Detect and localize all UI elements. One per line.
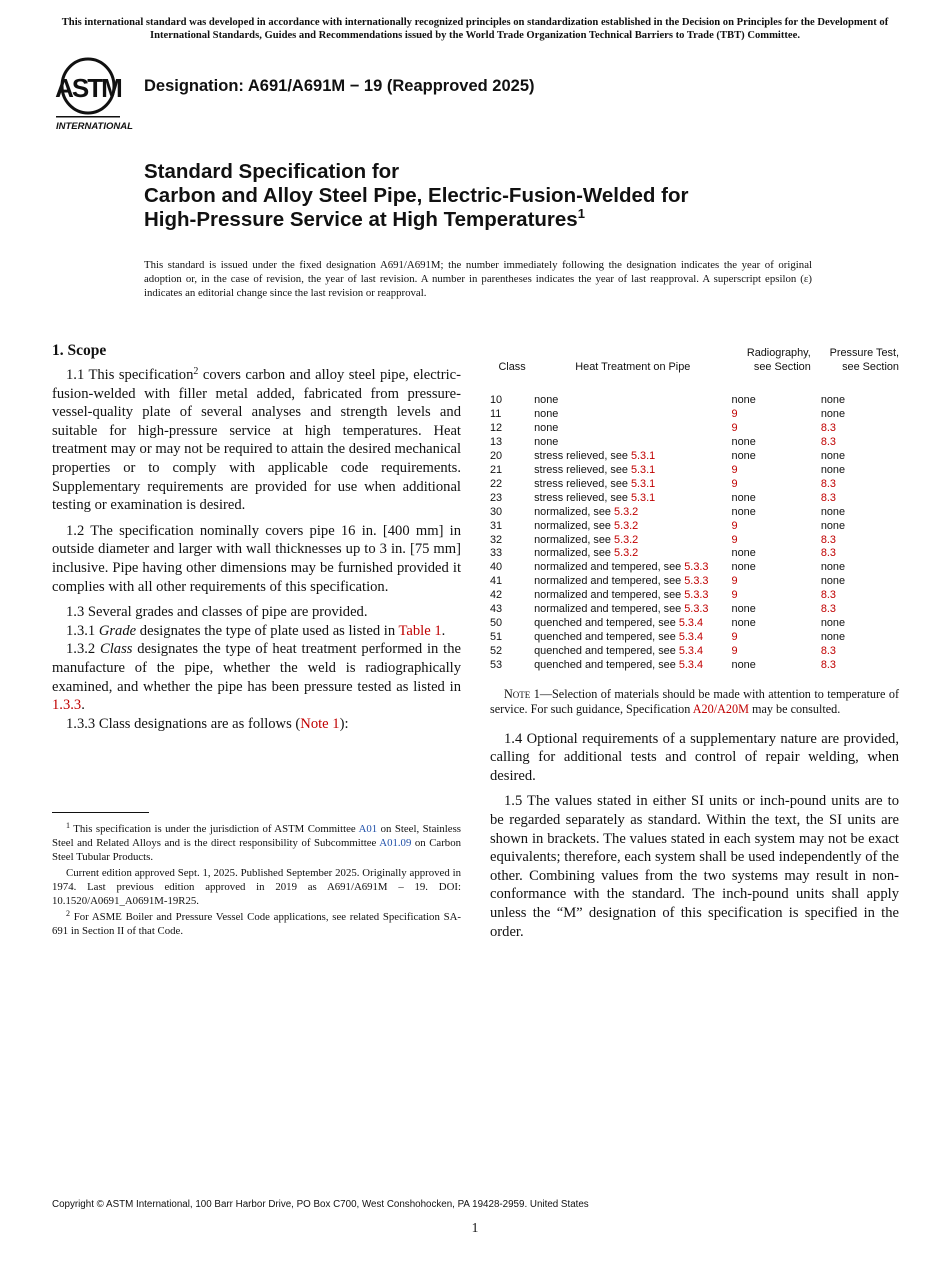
header-class: Class xyxy=(498,361,526,373)
radiography-cell: none xyxy=(731,561,756,574)
footnote-1: $^1$ This specification is under the jurisdiction of ASTM Committee A01 on Steel, Stainless Steel and Related Alloys and is the direct responsibility of Subcommittee A01.09 on Carbon Steel Tubular Products. xyxy=(52,821,462,863)
table-row xyxy=(490,575,899,589)
pressure-test-cell[interactable]: 8.3 xyxy=(820,533,836,546)
heat-treatment-cell: normalized, see 5.3.2 xyxy=(534,505,639,518)
top-notice: This international standard was developed in accordance with internationally recognized principles on standardization established in the Decision on Principles for the Development of International Standards, Guides and Recommendations issued by the World Trade Organization Technical Barriers to Trade (TBT) Committee. xyxy=(61,17,889,41)
section-link[interactable]: 5.3.1 xyxy=(630,491,656,504)
heat-treatment-cell: none xyxy=(534,435,559,448)
paragraph-1-3-3: 1.3.3 Class designations are as follows (Note 1): xyxy=(66,715,349,732)
header-radiography: Radiography, see Section xyxy=(746,347,811,373)
radiography-cell[interactable]: 9 xyxy=(731,631,738,644)
paragraph-1-1: 1.1 This specification$^2$ covers carbon and alloy steel pipe, electric-fusion-welded with filler metal added, fabricated from pressure-vessel-quality plate of several analyses and strength levels and suitable for high-pressure service at high temperatures. Heat treatment may or may not be required to attain the desired mechanical properties or to comply with applicable code requirements. Supplementary requirements are provided for use when additional testing or examination is desired. xyxy=(52,366,461,514)
table-row xyxy=(490,520,899,534)
link-section-1-3-3[interactable]: 1.3.3 xyxy=(52,697,82,714)
table-row xyxy=(490,645,899,659)
heat-treatment-cell: none xyxy=(534,407,559,420)
footnote-mark-2: 2 xyxy=(193,366,199,377)
header-pressure-test: Pressure Test, see Section xyxy=(829,347,899,373)
table-row xyxy=(490,603,899,617)
astm-logo xyxy=(52,56,136,132)
pressure-test-cell: none xyxy=(820,463,846,476)
table-row xyxy=(490,408,899,422)
footnotes xyxy=(52,822,461,940)
heat-treatment-cell: quenched and tempered, see 5.3.4 xyxy=(534,659,704,672)
heat-treatment-cell: stress relieved, see 5.3.1 xyxy=(534,463,656,476)
radiography-cell[interactable]: 9 xyxy=(731,407,738,420)
class-number-cell: 33 xyxy=(490,547,503,560)
pressure-test-cell: none xyxy=(820,519,846,532)
section-link[interactable]: 5.3.4 xyxy=(678,659,704,672)
section-link[interactable]: 5.3.1 xyxy=(630,477,656,490)
heat-treatment-cell: none xyxy=(534,421,559,434)
class-number-cell: 12 xyxy=(490,421,503,434)
table-row xyxy=(490,617,899,631)
radiography-cell: none xyxy=(731,491,756,504)
left-column xyxy=(52,342,461,733)
radiography-cell[interactable]: 9 xyxy=(731,463,738,476)
class-number-cell: 21 xyxy=(490,463,503,476)
radiography-cell[interactable]: 9 xyxy=(731,589,738,602)
paragraph-1-3-1: 1.3.1 Grade designates the type of plate used as listed in Table 1. xyxy=(66,622,446,639)
footnote-1-edition: Current edition approved Sept. 1, 2025. Published September 2025. Originally approved in 1974. Last previous edition approved in 2019 as A691/A691M – 19. DOI: 10.1520/A0691_A0691M-19R25. xyxy=(52,867,461,907)
heat-treatment-cell: normalized and tempered, see 5.3.3 xyxy=(534,561,709,574)
class-number-cell: 40 xyxy=(490,561,503,574)
table-row xyxy=(490,631,899,645)
pressure-test-cell: none xyxy=(820,631,846,644)
section-link[interactable]: 5.3.3 xyxy=(684,575,709,588)
paragraph-1-4: 1.4 Optional requirements of a supplementary nature are provided, calling for additional tests and control of repair welding, when desired. xyxy=(490,730,899,784)
pressure-test-cell[interactable]: 8.3 xyxy=(820,589,836,602)
radiography-cell: none xyxy=(731,603,756,616)
header-heat-treatment: Heat Treatment on Pipe xyxy=(575,361,691,373)
heat-treatment-cell: normalized, see 5.3.2 xyxy=(534,547,639,560)
table-header-row xyxy=(490,346,899,394)
table-row xyxy=(490,464,899,478)
pressure-test-cell[interactable]: 8.3 xyxy=(820,477,836,490)
heat-treatment-cell: stress relieved, see 5.3.1 xyxy=(534,449,656,462)
table-row xyxy=(490,450,899,464)
section-link[interactable]: 5.3.2 xyxy=(614,533,639,546)
section-link[interactable]: 5.3.4 xyxy=(678,645,704,658)
section-link[interactable]: 5.3.3 xyxy=(684,603,709,616)
table-row xyxy=(490,492,899,506)
class-number-cell: 43 xyxy=(490,603,503,616)
class-number-cell: 11 xyxy=(490,407,502,420)
table-row xyxy=(490,589,899,603)
copyright: Copyright © ASTM International, 100 Barr Harbor Drive, PO Box C700, West Conshohocken, PA 19428-2959. United States xyxy=(52,1199,589,1210)
heat-treatment-cell: normalized, see 5.3.2 xyxy=(534,533,639,546)
class-number-cell: 30 xyxy=(490,505,503,518)
intro-paragraph: This standard is issued under the fixed designation A691/A691M; the number immediately following the designation indicates the year of original adoption or, in the case of revision, the year of last revision. A number in parentheses indicates the year of last reapproval. A superscript epsilon (ε) indicates an editorial change since the last revision or reapproval. xyxy=(144,259,812,300)
title-footnote-mark: 1 xyxy=(577,206,585,221)
radiography-cell: none xyxy=(731,449,756,462)
section-link[interactable]: 5.3.3 xyxy=(684,561,709,574)
table-row xyxy=(490,547,899,561)
designation: Designation: A691/A691M − 19 (Reapproved 2025) xyxy=(144,77,535,95)
table-row xyxy=(490,478,899,492)
section-link[interactable]: 5.3.4 xyxy=(678,617,704,630)
radiography-cell: none xyxy=(731,547,756,560)
table-row xyxy=(490,422,899,436)
radiography-cell[interactable]: 9 xyxy=(731,421,738,434)
pressure-test-cell: none xyxy=(820,561,846,574)
link-committee-a01[interactable]: A01 xyxy=(358,823,378,835)
right-column xyxy=(490,346,899,948)
footnote-divider xyxy=(52,812,149,813)
class-designation-table xyxy=(490,346,899,673)
note-1: Note 1—Selection of materials should be made with attention to temperature of service. For such guidance, Specification A20/A20M may be consulted. xyxy=(490,687,900,717)
pressure-test-cell: none xyxy=(820,505,846,518)
pressure-test-cell[interactable]: 8.3 xyxy=(820,435,836,448)
table-row xyxy=(490,659,899,673)
pressure-test-cell[interactable]: 8.3 xyxy=(820,421,836,434)
radiography-cell: none xyxy=(731,394,756,406)
radiography-cell: none xyxy=(731,435,756,448)
heat-treatment-cell: normalized and tempered, see 5.3.3 xyxy=(534,589,709,602)
radiography-cell[interactable]: 9 xyxy=(731,477,738,490)
note-label: Note 1 xyxy=(504,687,540,702)
radiography-cell[interactable]: 9 xyxy=(731,575,738,588)
section-link[interactable]: 5.3.2 xyxy=(614,505,639,518)
section-heading-scope: 1. Scope xyxy=(52,342,107,359)
class-number-cell: 20 xyxy=(490,449,503,462)
link-subcommittee-a01-09[interactable]: A01.09 xyxy=(379,837,412,849)
title-line-2: Carbon and Alloy Steel Pipe, Electric-Fusion-Welded for xyxy=(144,184,689,207)
pressure-test-cell: none xyxy=(820,407,846,420)
table-row xyxy=(490,506,899,520)
section-link[interactable]: 5.3.2 xyxy=(614,547,639,560)
radiography-cell: none xyxy=(731,617,756,630)
page-number: 1 xyxy=(471,1220,479,1235)
heat-treatment-cell: normalized and tempered, see 5.3.3 xyxy=(534,603,709,616)
link-note-1[interactable]: Note 1 xyxy=(300,715,340,732)
section-link[interactable]: 5.3.1 xyxy=(630,449,656,462)
title-line-1: Standard Specification for xyxy=(144,160,400,183)
title-line-3: High-Pressure Service at High Temperatures$^1$ xyxy=(144,206,585,231)
pressure-test-cell[interactable]: 8.3 xyxy=(820,491,836,504)
class-number-cell: 13 xyxy=(490,435,503,448)
heat-treatment-cell: stress relieved, see 5.3.1 xyxy=(534,491,656,504)
table-row xyxy=(490,394,899,408)
radiography-cell[interactable]: 9 xyxy=(731,533,738,546)
heat-treatment-cell: normalized, see 5.3.2 xyxy=(534,519,639,532)
radiography-cell[interactable]: 9 xyxy=(731,519,738,532)
section-link[interactable]: 5.3.3 xyxy=(684,589,709,602)
heat-treatment-cell: quenched and tempered, see 5.3.4 xyxy=(534,631,704,644)
paragraph-1-5: 1.5 The values stated in either SI units or inch-pound units are to be regarded separately as standard. Within the text, the SI units are shown in brackets. The values stated in each system may not be exact equivalents; therefore, each system shall be used independently of the other. Combining values from the two systems may result in non-conformance with the standard. The inch-pound units shall apply unless the “M” designation of this specification is specified in the order. xyxy=(490,793,899,940)
document-title xyxy=(144,160,688,232)
radiography-cell[interactable]: 9 xyxy=(731,645,738,658)
svg-text:INTERNATIONAL: INTERNATIONAL xyxy=(56,121,133,132)
pressure-test-cell[interactable]: 8.3 xyxy=(820,659,836,672)
radiography-cell: none xyxy=(731,505,756,518)
link-table-1[interactable]: Table 1 xyxy=(398,622,442,639)
class-number-cell: 23 xyxy=(490,491,503,504)
pressure-test-cell: none xyxy=(820,394,846,406)
heat-treatment-cell: normalized and tempered, see 5.3.3 xyxy=(534,575,709,588)
paragraph-1-3-2: 1.3.2 Class designates the type of heat treatment performed in the manufacture of the pipe, whether the weld is radiographically examined, and whether the pipe has been pressure tested as listed in 1.3.3. xyxy=(52,641,461,714)
class-number-cell: 53 xyxy=(490,659,503,672)
section-link[interactable]: 5.3.4 xyxy=(678,631,704,644)
svg-text:ASTM: ASTM xyxy=(55,73,121,103)
footnote-2: $^2$ For ASME Boiler and Pressure Vessel Code applications, see related Specification SA-691 in Section II of that Code. xyxy=(52,909,461,937)
radiography-cell: none xyxy=(731,659,756,672)
paragraph-1-2: 1.2 The specification nominally covers pipe 16 in. [400 mm] in outside diameter and larger with wall thicknesses up to 3 in. [75 mm] inclusive. Pipe having other dimensions may be furnished provided it complies with all other requirements of this specification. xyxy=(52,522,461,595)
heat-treatment-cell: stress relieved, see 5.3.1 xyxy=(534,477,656,490)
pressure-test-cell[interactable]: 8.3 xyxy=(820,603,836,616)
heat-treatment-cell: quenched and tempered, see 5.3.4 xyxy=(534,617,704,630)
class-number-cell: 41 xyxy=(490,575,503,588)
heat-treatment-cell: none xyxy=(534,394,559,406)
class-number-cell: 22 xyxy=(490,477,503,490)
pressure-test-cell: none xyxy=(820,617,846,630)
class-number-cell: 32 xyxy=(490,533,503,546)
class-number-cell: 52 xyxy=(490,645,503,658)
paragraph-1-3: 1.3 Several grades and classes of pipe are provided. xyxy=(66,604,368,621)
pressure-test-cell: none xyxy=(820,575,846,588)
class-number-cell: 10 xyxy=(490,394,503,406)
pressure-test-cell: none xyxy=(820,449,846,462)
table-body xyxy=(490,394,899,673)
section-link[interactable]: 5.3.2 xyxy=(614,519,639,532)
table-row xyxy=(490,561,899,575)
class-number-cell: 42 xyxy=(490,589,503,602)
heat-treatment-cell: quenched and tempered, see 5.3.4 xyxy=(534,645,704,658)
table-row xyxy=(490,534,899,548)
class-number-cell: 31 xyxy=(490,519,503,532)
pressure-test-cell[interactable]: 8.3 xyxy=(820,547,836,560)
table-row xyxy=(490,436,899,450)
class-number-cell: 51 xyxy=(490,631,503,644)
pressure-test-cell[interactable]: 8.3 xyxy=(820,645,836,658)
section-link[interactable]: 5.3.1 xyxy=(630,463,656,476)
class-number-cell: 50 xyxy=(490,617,503,630)
link-a20-a20m[interactable]: A20/A20M xyxy=(692,702,749,717)
